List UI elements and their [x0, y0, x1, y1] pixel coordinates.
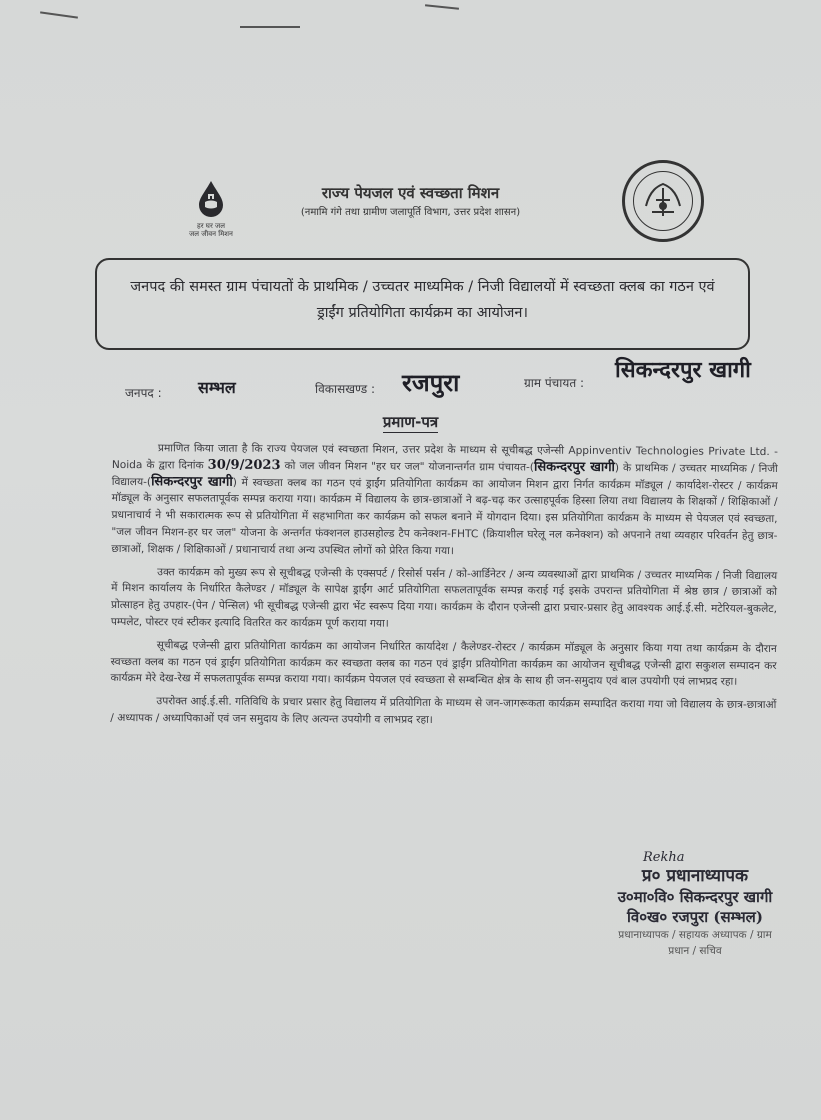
scan-mark [240, 26, 300, 28]
date-handwritten: 30/9/2023 [207, 457, 281, 473]
district-label: जनपद : [125, 386, 162, 400]
scan-mark [425, 4, 459, 10]
logo-tagline: जल जीवन मिशन [189, 230, 233, 238]
paragraph-2: उक्त कार्यक्रम को मुख्य रूप से सूचीबद्ध एजेन्सी के एक्सपर्ट / रिसोर्स पर्सन / को-आर्डिनेटर / अन्य व्यवस्थाओं द्वारा प्राथमिक / उच्चतर माध्यमिक / निजी विद्यालय में मिशन कार्यालय के निर्धारित कैलेण्डर / मॉड्यूल के सापेक्ष ड्राईंग आर्ट प्रतियोगिता सफलतापूर्वक सम्पन्न कराई गई इसके उपरान्त प्रतियोगिता में श्रेष्ठ छात्र / छात्राओं को प्रोत्साहन हेतु उपहार-(पेन / पेन्सिल) भी सूचीबद्ध एजेन्सी द्वारा भेंट स्वरूप दिया गया। कार्यक्रम के दौरान एजेन्सी द्वारा प्रचार-प्रसार हेतु आवश्यक आई.ई.सी. मटेरियल-बुकलेट, पम्पलेट, पोस्टर एवं स्टीकर इत्यादि वितरित कर कार्यक्रम पूर्ण कराया गया। [110, 565, 778, 630]
mission-title: राज्य पेयजल एवं स्वच्छता मिशन [321, 184, 500, 202]
p1-text-c: ) के प्राथमिक / उच्चतर माध्यमिक / निजी विद्यालय-( [111, 461, 778, 488]
p1-text-a: प्रमाणित किया जाता है कि राज्य पेयजल एवं स्वच्छता मिशन, उत्तर प्रदेश के माध्यम से सूचीबद्ध एजेन्सी Appinventiv Technologies Private Ltd. - Noida के द्वारा दिनांक [111, 442, 778, 472]
district-value: सम्भल [198, 378, 236, 397]
logo-tagline: हर घर जल [197, 222, 225, 230]
paragraph-3: सूचीबद्ध एजेन्सी द्वारा प्रतियोगिता कार्यक्रम का आयोजन निर्धारित कार्यादेश / कैलेण्डर-रोस्टर / कार्यक्रम मॉड्यूल के अनुसार किया गया तथा कार्यक्रम के दौरान स्वच्छता क्लब का गठन एवं ड्राईंग प्रतियोगिता कार्यक्रम कर स्वच्छता क्लब का गठन एवं ड्राईंग प्रतियोगिता कार्यक्रम का आयोजन सूचीबद्ध एजेन्सी द्वारा सकुशल सम्पादन कर कार्यक्रम मेरे देख-रेख में सफलतापूर्वक सम्पन्न कराया गया। कार्यक्रम पेयजल एवं स्वच्छता से सम्बन्धित क्षेत्र के साथ ही जन-समुदाय एवं बाल उपयोगी एवं लाभप्रद रहा। [110, 639, 777, 689]
block-value: रजपुरा [402, 368, 460, 397]
printed-designation-2: प्रधान / सचिव [668, 945, 722, 957]
stamp-line-1: प्र० प्रधानाध्यापक [641, 866, 749, 886]
mission-subtitle: (नमामि गंगे तथा ग्रामीण जलापूर्ति विभाग, उत्तर प्रदेश शासन) [300, 207, 521, 218]
scan-mark [40, 11, 78, 18]
location-fields [0, 357, 821, 408]
printed-designation-1: प्रधानाध्यापक / सहायक अध्यापक / ग्राम [618, 929, 772, 941]
certificate-title [0, 412, 821, 432]
gram-panchayat-value: सिकन्दरपुर खागी [615, 357, 751, 383]
gp-handwritten-2: सिकन्दरपुर खागी [151, 473, 233, 490]
paragraph-4: उपरोक्त आई.ई.सी. गतिविधि के प्रचार प्रसार हेतु विद्यालय में प्रतियोगिता के माध्यम से जन-जागरूकता कार्यक्रम सम्पादित कराया गया जो विद्यालय के छात्र-छात्राओं / अध्यापक / अध्यापिकाओं एवं जन समुदाय के लिए अत्यन्त उपयोगी व लाभप्रद रहा। [110, 695, 777, 726]
stamp-line-2: उ०मा०वि० सिकन्दरपुर खागी [617, 888, 773, 906]
paragraph-1 [111, 440, 778, 562]
signature: Rekha [643, 850, 685, 865]
p1-text-b: को जल जीवन मिशन "हर घर जल" योजनान्तर्गत ग्राम पंचायत-( [284, 459, 535, 474]
certificate-body [110, 440, 778, 737]
up-govt-seal-icon [622, 160, 704, 242]
stamp-line-3: वि०ख० रजपुरा (सम्भल) [627, 908, 763, 926]
gp-handwritten-1: सिकन्दरपुर खागी [533, 459, 615, 475]
p1-text-d: ) में स्वच्छता क्लब का गठन एवं ड्राईंग प्रतियोगिता कार्यक्रम का आयोजन मिशन द्वारा निर्गत कार्यक्रम मॉड्यूल / कार्यादेश-रोस्टर / कार्यक्रम मॉड्यूल के अनुसार सफलतापूर्वक सम्पन्न कराया गया। कार्यक्रम में विद्यालय के छात्र-छात्राओं ने बढ़-चढ़ कर उत्साहपूर्वक हिस्सा लिया तथा विद्यालय के शिक्षकों / शिक्षिकाओं / प्रधानाचार्य ने भी सकारात्मक रूप से प्रतियोगिता में सहभागिता कर कार्यक्रम को सफल बनाने में योगदान दिया। इस प्रतियोगिता कार्यक्रम के माध्यम से पेयजल एवं स्वच्छता, "जल जीवन मिशन-हर घर जल" योजना के अन्तर्गत फंक्शनल हाउसहोल्ड टैप कनेक्शन-FHTC (क्रियाशील घरेलू नल कनेक्शन) को अपनाने तथा व्यवहार परिवर्तन हेतु छात्र-छात्राओं, शिक्षक / शिक्षिकाओं / प्रधानाचार्य तथा अन्य उपस्थित लोगों को प्रेरित किया गया। [111, 476, 778, 557]
signature-block [585, 850, 805, 959]
certificate-title-text: प्रमाण-पत्र [382, 413, 439, 431]
block-label: विकासखण्ड : [315, 382, 376, 396]
subject-box: जनपद की समस्त ग्राम पंचायतों के प्राथमिक / उच्चतर माध्यमिक / निजी विद्यालयों में स्वच्छता क्लब का गठन एवं ड्राईंग प्रतियोगिता कार्यक्रम का आयोजन। [95, 258, 750, 350]
gram-panchayat-label: ग्राम पंचायत : [524, 376, 585, 390]
